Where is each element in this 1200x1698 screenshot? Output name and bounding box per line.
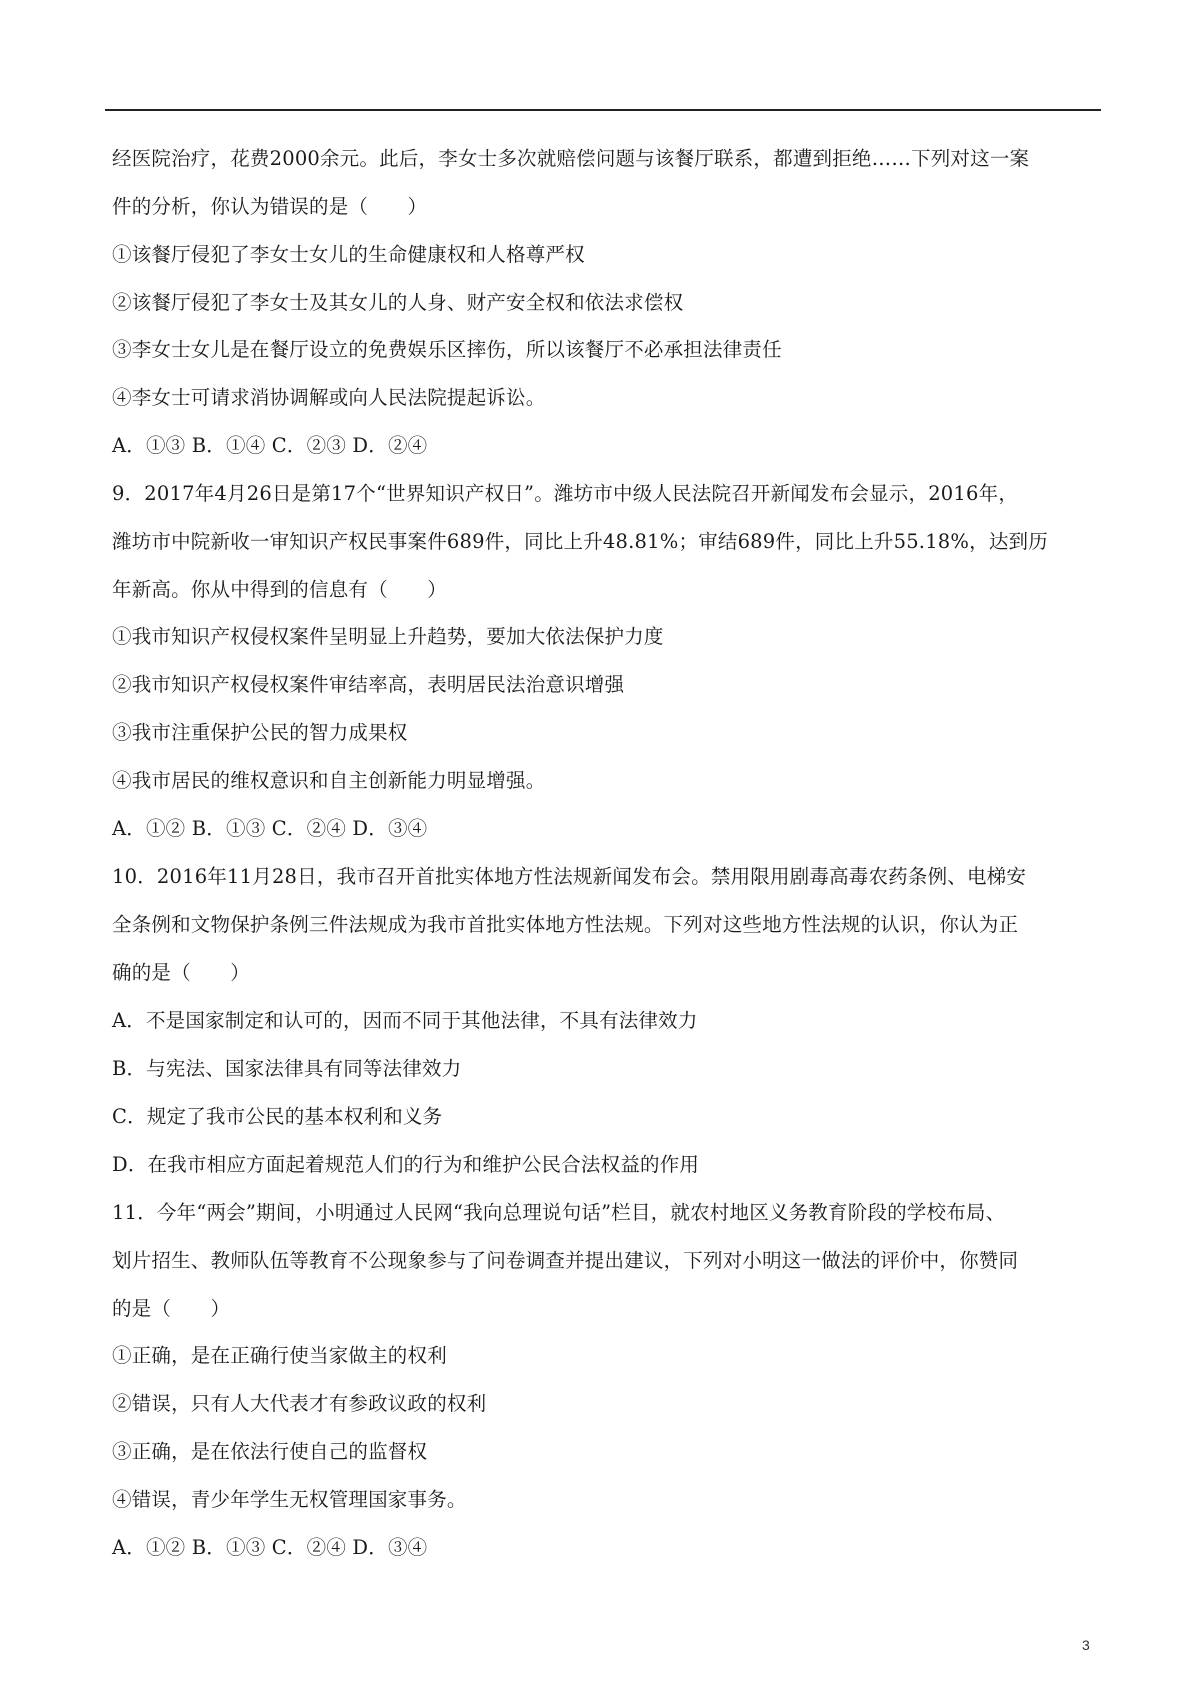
option-line: ③正确，是在依法行使自己的监督权 xyxy=(112,1440,428,1463)
option-line: ②错误，只有人大代表才有参政议政的权利 xyxy=(112,1392,487,1415)
option-line: D．在我市相应方面起着规范人们的行为和维护公民合法权益的作用 xyxy=(112,1153,700,1176)
option-line: ①该餐厅侵犯了李女士女儿的生命健康权和人格尊严权 xyxy=(112,243,585,266)
option-line: ④我市居民的维权意识和自主创新能力明显增强。 xyxy=(112,769,546,792)
option-line: ①我市知识产权侵权案件呈明显上升趋势，要加大依法保护力度 xyxy=(112,625,664,648)
question-10-line: 全条例和文物保护条例三件法规成为我市首批实体地方性法规。下列对这些地方性法规的认识，你认为正 xyxy=(112,913,1019,936)
question-9-line: 9．2017年4月26日是第17个“世界知识产权日”。潍坊市中级人民法院召开新闻发布会显示，2016年， xyxy=(112,482,1019,505)
question-11-line: 划片招生、教师队伍等教育不公现象参与了问卷调查并提出建议，下列对小明这一做法的评价中，你赞同 xyxy=(112,1249,1019,1272)
answer-choices: A．①③ B．①④ C．②③ D．②④ xyxy=(112,434,428,457)
option-line: ①正确，是在正确行使当家做主的权利 xyxy=(112,1344,447,1367)
question-10-line: 10．2016年11月28日，我市召开首批实体地方性法规新闻发布会。禁用限用剧毒高毒农药条例、电梯安 xyxy=(112,865,1027,888)
option-line: ③李女士女儿是在餐厅设立的免费娱乐区摔伤，所以该餐厅不必承担法律责任 xyxy=(112,338,782,361)
question-10-line: 确的是（ ） xyxy=(112,961,250,984)
page-number: 3 xyxy=(1082,1637,1090,1653)
answer-choices: A．①② B．①③ C．②④ D．③④ xyxy=(112,817,428,840)
option-line: ②我市知识产权侵权案件审结率高，表明居民法治意识增强 xyxy=(112,673,625,696)
question-9-line: 潍坊市中院新收一审知识产权民事案件689件，同比上升48.81%；审结689件，同比上升55.18%，达到历 xyxy=(112,530,1048,553)
option-line: ④李女士可请求消协调解或向人民法院提起诉讼。 xyxy=(112,386,546,409)
question-11-line: 11．今年“两会”期间，小明通过人民网“我向总理说句话”栏目，就农村地区义务教育阶段的学校布局、 xyxy=(112,1201,1006,1224)
option-line: B．与宪法、国家法律具有同等法律效力 xyxy=(112,1057,462,1080)
option-line: C．规定了我市公民的基本权利和义务 xyxy=(112,1105,443,1128)
text-line: 经医院治疗，花费2000余元。此后，李女士多次就赔偿问题与该餐厅联系，都遭到拒绝……下列对这一案 xyxy=(112,147,1030,170)
option-line: ②该餐厅侵犯了李女士及其女儿的人身、财产安全权和依法求偿权 xyxy=(112,291,684,314)
header-rule xyxy=(105,109,1101,111)
question-11-line: 的是（ ） xyxy=(112,1297,231,1320)
answer-choices: A．①② B．①③ C．②④ D．③④ xyxy=(112,1536,428,1559)
option-line: A．不是国家制定和认可的，因而不同于其他法律，不具有法律效力 xyxy=(112,1009,698,1032)
text-line: 件的分析，你认为错误的是（ ） xyxy=(112,195,428,218)
option-line: ④错误，青少年学生无权管理国家事务。 xyxy=(112,1488,467,1511)
question-9-line: 年新高。你从中得到的信息有（ ） xyxy=(112,578,447,601)
option-line: ③我市注重保护公民的智力成果权 xyxy=(112,721,408,744)
